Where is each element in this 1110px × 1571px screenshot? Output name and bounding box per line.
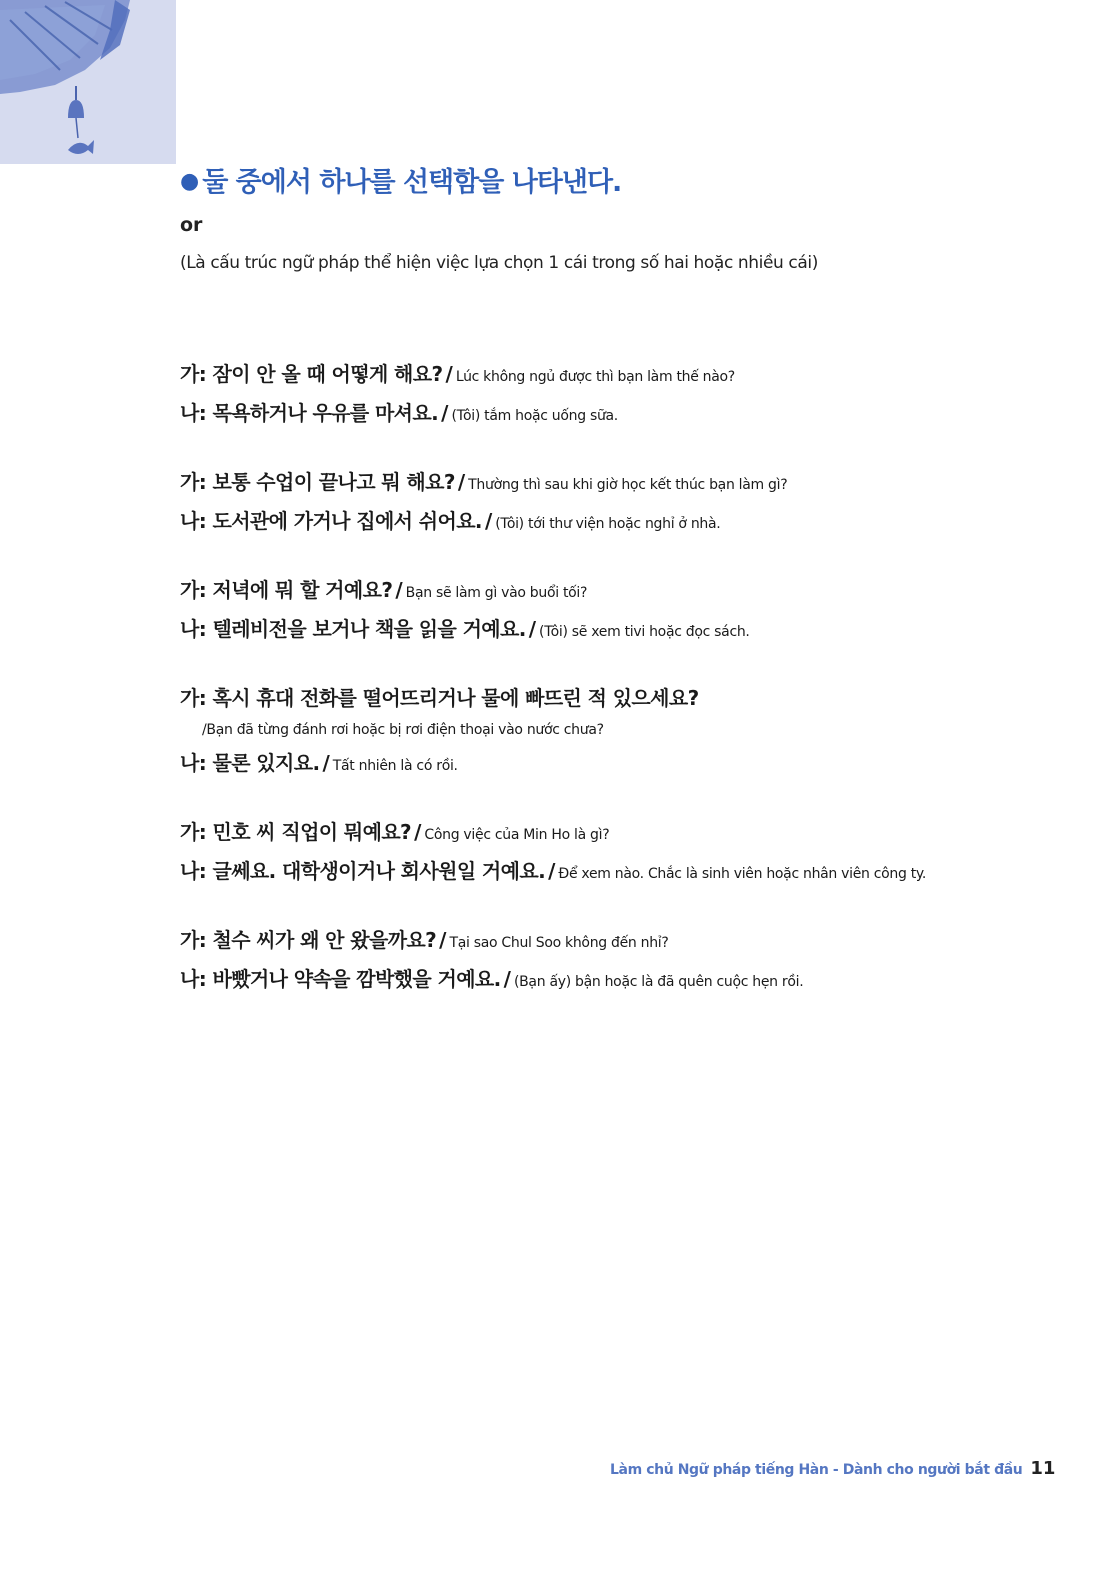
dialogue-4 bbox=[180, 680, 1080, 784]
speaker-ga-line bbox=[180, 814, 1080, 853]
vietnamese-translation: (Bạn ấy) bận hoặc là đã quên cuộc hẹn rồi. bbox=[513, 974, 804, 990]
separator: / bbox=[439, 928, 447, 952]
speaker-na-line bbox=[180, 611, 1080, 650]
heading-text: 둘 중에서 하나를 선택함을 나타낸다. bbox=[202, 167, 622, 198]
page-number: 11 bbox=[1030, 1458, 1056, 1479]
separator: / bbox=[395, 578, 403, 602]
speaker-ga-translation-line bbox=[180, 716, 1080, 743]
vietnamese-translation: Bạn sẽ làm gì vào buổi tối? bbox=[405, 585, 588, 601]
temple-roof-bell-icon bbox=[0, 0, 176, 164]
vietnamese-translation: Lúc không ngủ được thì bạn làm thế nào? bbox=[455, 369, 735, 385]
korean-text: 나: 목욕하거나 우유를 마셔요. bbox=[180, 401, 439, 425]
speaker-na-line bbox=[180, 961, 1080, 1000]
speaker-ga-line bbox=[180, 922, 1080, 961]
separator: / bbox=[322, 751, 330, 775]
vietnamese-translation: Để xem nào. Chắc là sinh viên hoặc nhân viên công ty. bbox=[558, 866, 927, 882]
speaker-na-line bbox=[180, 745, 1080, 784]
vietnamese-translation: Tại sao Chul Soo không đến nhỉ? bbox=[449, 935, 669, 951]
separator: / bbox=[445, 362, 453, 386]
book-title: Làm chủ Ngữ pháp tiếng Hàn - Dành cho người bắt đầu bbox=[610, 1462, 1023, 1478]
separator: / bbox=[548, 859, 556, 883]
separator: / bbox=[503, 967, 511, 991]
korean-text: 가: 보통 수업이 끝나고 뭐 해요? bbox=[180, 470, 455, 494]
vietnamese-translation: Công việc của Min Ho là gì? bbox=[424, 827, 610, 843]
vietnamese-translation: Thường thì sau khi giờ học kết thúc bạn làm gì? bbox=[468, 477, 788, 493]
dialogue-3 bbox=[180, 572, 1080, 650]
separator: / bbox=[441, 401, 449, 425]
korean-text: 나: 물론 있지요. bbox=[180, 751, 320, 775]
speaker-na-line bbox=[180, 853, 1080, 892]
separator: / bbox=[414, 820, 422, 844]
bullet-icon: ● bbox=[180, 169, 199, 194]
dialogue-1 bbox=[180, 356, 1080, 434]
page-footer bbox=[610, 1458, 1055, 1479]
speaker-ga-line bbox=[180, 464, 1080, 503]
speaker-ga-line bbox=[180, 356, 1080, 395]
separator: / bbox=[457, 470, 466, 494]
speaker-ga-line bbox=[180, 680, 1080, 718]
korean-text: 가: 혹시 휴대 전화를 떨어뜨리거나 물에 빠뜨린 적 있으세요? bbox=[180, 686, 699, 710]
korean-text: 가: 잠이 안 올 때 어떻게 해요? bbox=[180, 362, 443, 386]
separator: / bbox=[484, 509, 493, 533]
korean-text: 가: 민호 씨 직업이 뭐예요? bbox=[180, 820, 412, 844]
korean-text: 가: 철수 씨가 왜 안 왔을까요? bbox=[180, 928, 437, 952]
vietnamese-translation: /Bạn đã từng đánh rơi hoặc bị rơi điện thoại vào nước chưa? bbox=[202, 722, 604, 738]
vietnamese-translation: (Tôi) tới thư viện hoặc nghỉ ở nhà. bbox=[495, 516, 721, 532]
speaker-na-line bbox=[180, 503, 1080, 542]
dialogue-2 bbox=[180, 464, 1080, 542]
dialogue-6 bbox=[180, 922, 1080, 1000]
korean-text: 나: 도서관에 가거나 집에서 쉬어요. bbox=[180, 509, 482, 533]
vietnamese-translation: (Tôi) tắm hoặc uống sữa. bbox=[451, 408, 618, 424]
vietnamese-meaning: (Là cấu trúc ngữ pháp thể hiện việc lựa chọn 1 cái trong số hai hoặc nhiều cái) bbox=[180, 253, 818, 273]
vietnamese-translation: (Tôi) sẽ xem tivi hoặc đọc sách. bbox=[539, 624, 750, 640]
speaker-ga-line bbox=[180, 572, 1080, 611]
example-dialogues bbox=[180, 356, 1080, 1030]
section-heading bbox=[180, 160, 621, 199]
english-equivalent: or bbox=[180, 214, 203, 236]
corner-illustration bbox=[0, 0, 176, 164]
speaker-na-line bbox=[180, 395, 1080, 434]
korean-text: 가: 저녁에 뭐 할 거예요? bbox=[180, 578, 393, 602]
korean-text: 나: 바빴거나 약속을 깜박했을 거예요. bbox=[180, 967, 501, 991]
separator: / bbox=[528, 617, 537, 641]
dialogue-5 bbox=[180, 814, 1080, 892]
vietnamese-translation: Tất nhiên là có rồi. bbox=[332, 758, 458, 774]
korean-text: 나: 텔레비전을 보거나 책을 읽을 거예요. bbox=[180, 617, 526, 641]
korean-text: 나: 글쎄요. 대학생이거나 회사원일 거예요. bbox=[180, 859, 546, 883]
